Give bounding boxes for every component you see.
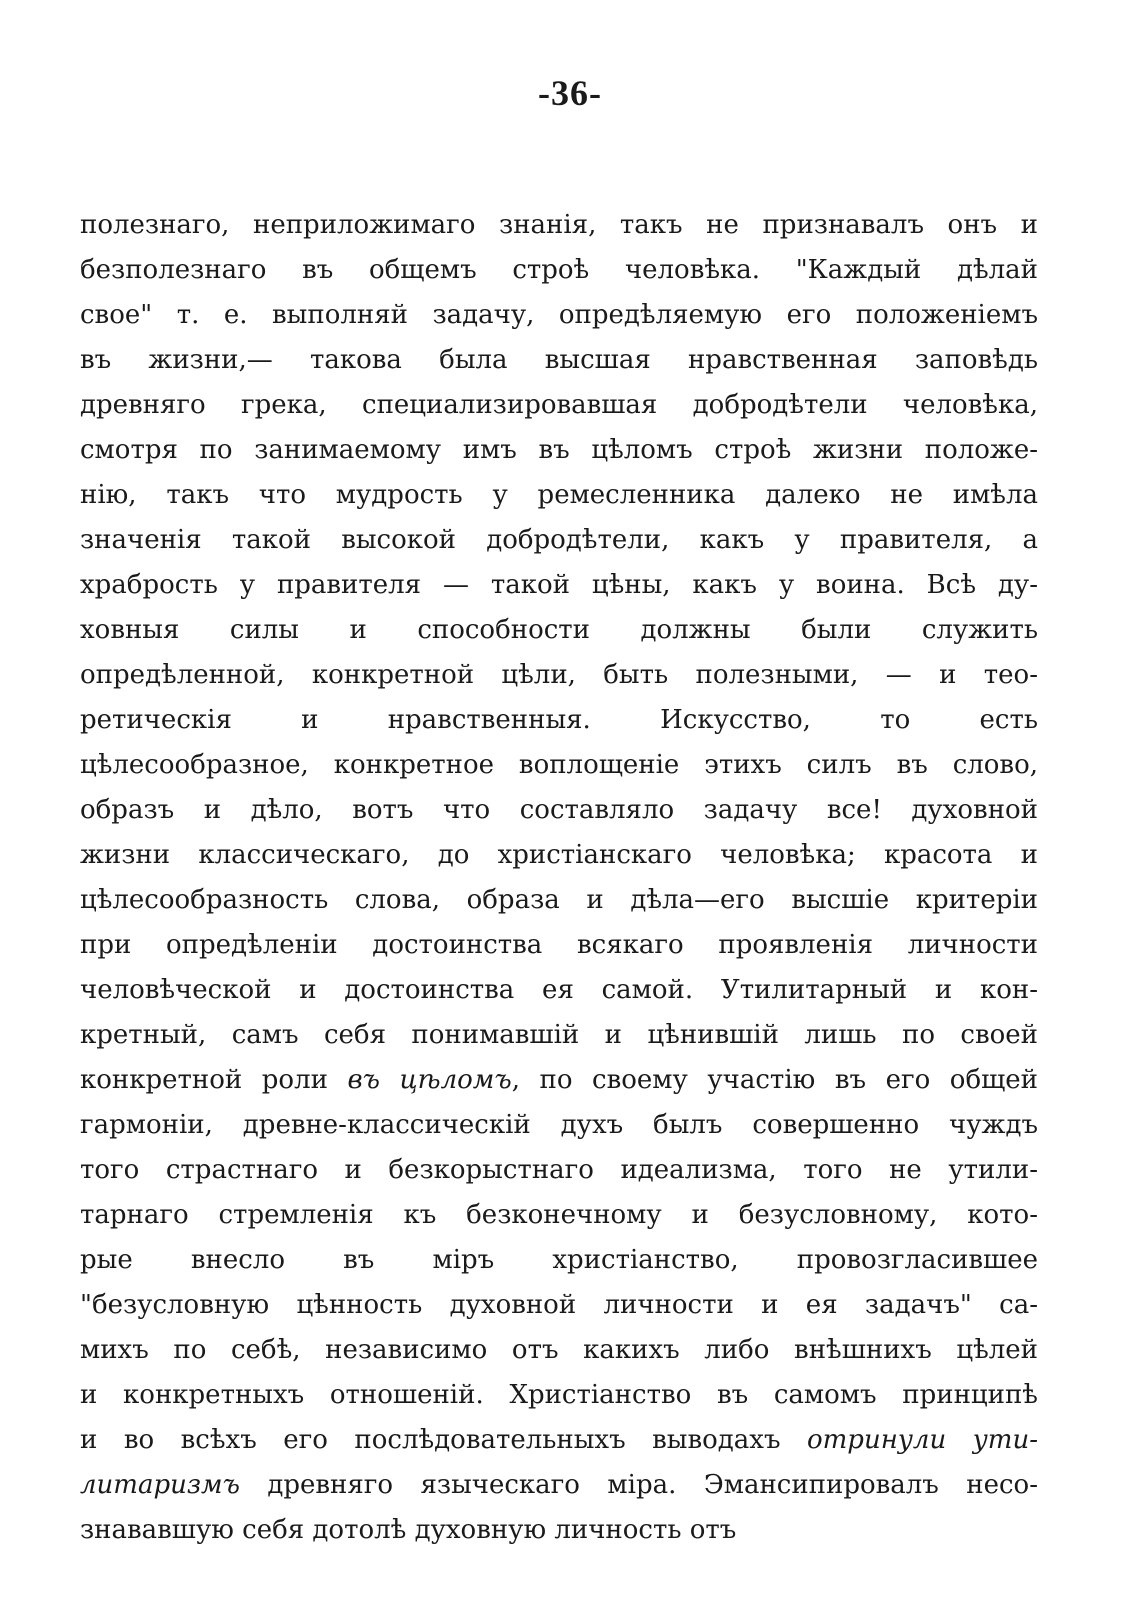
text-line [80,1238,1038,1283]
text-segment: михъ по себѣ, независимо отъ какихъ либо внѣшнихъ цѣлей [80,1335,1038,1365]
text-segment: свое" т. е. выполняй задачу, опредѣляемую его положеніемъ [80,300,1038,330]
text-line [80,968,1038,1013]
text-line [80,698,1038,743]
text-segment: при опредѣленіи достоинства всякаго проявленія личности [80,930,1038,960]
text-line [80,1103,1038,1148]
body-text [80,203,1038,1553]
text-segment: смотря по занимаемому имъ въ цѣломъ строѣ жизни положе- [80,435,1038,465]
text-line [80,1463,1038,1508]
text-line [80,1508,1038,1553]
text-line [80,788,1038,833]
text-segment: человѣческой и достоинства ея самой. Утилитарный и кон- [80,975,1038,1005]
text-line [80,608,1038,653]
text-segment: значенія такой высокой добродѣтели, какъ у правителя, а [80,525,1038,555]
text-line [80,878,1038,923]
text-line [80,1193,1038,1238]
text-line [80,563,1038,608]
text-segment: опредѣленной, конкретной цѣли, быть полезными, — и тео- [80,660,1038,690]
text-segment: и во всѣхъ его послѣдовательныхъ выводахъ [80,1425,807,1455]
text-line [80,203,1038,248]
text-segment: въ жизни,— такова была высшая нравственная заповѣдь [80,345,1038,375]
text-segment: ховныя силы и способности должны были служить [80,615,1038,645]
text-segment: рые внесло въ міръ христіанство, провозгласившее [80,1245,1038,1275]
text-segment: полезнаго, неприложимаго знанія, такъ не признавалъ онъ и [80,210,1038,240]
italic-text-segment: въ цѣломъ [347,1065,512,1095]
text-segment: древняго языческаго міра. Эмансипировалъ несо- [239,1470,1038,1500]
text-segment: гармоніи, древне-классическій духъ былъ совершенно чуждъ [80,1110,1038,1140]
italic-text-segment: отринули ути- [807,1425,1038,1455]
text-segment: древняго грека, специализировавшая добродѣтели человѣка, [80,390,1038,420]
text-line [80,338,1038,383]
text-line [80,743,1038,788]
text-segment: кретный, самъ себя понимавшій и цѣнившій лишь по своей [80,1020,1038,1050]
text-line [80,473,1038,518]
text-line [80,383,1038,428]
text-segment: , по своему участію въ его общей [511,1065,1038,1095]
text-line [80,428,1038,473]
page-number: -36- [538,73,602,113]
text-segment: тарнаго стремленія къ безконечному и безусловному, кото- [80,1200,1038,1230]
text-segment: жизни классическаго, до христіанскаго человѣка; красота и [80,840,1038,870]
text-segment: безполезнаго въ общемъ строѣ человѣка. "Каждый дѣлай [80,255,1038,285]
text-line [80,1148,1038,1193]
text-segment: нію, такъ что мудрость у ремесленника далеко не имѣла [80,480,1038,510]
text-line [80,1058,1038,1103]
italic-text-segment: литаризмъ [80,1470,240,1500]
text-segment: ретическія и нравственныя. Искусство, то есть [80,705,1038,735]
text-segment: конкретной роли [80,1065,348,1095]
text-line [80,653,1038,698]
text-line [80,1328,1038,1373]
text-segment: знававшую себя дотолѣ духовную личность отъ [80,1515,737,1545]
text-line [80,1013,1038,1058]
text-segment: цѣлесообразное, конкретное воплощеніе этихъ силъ въ слово, [80,750,1038,780]
text-segment: того страстнаго и безкорыстнаго идеализма, того не утили- [80,1155,1038,1185]
text-segment: "безусловную цѣнность духовной личности и ея задачъ" са- [80,1290,1038,1320]
text-line [80,518,1038,563]
text-segment: образъ и дѣло, вотъ что составляло задачу все! духовной [80,795,1038,825]
text-line [80,1373,1038,1418]
text-line [80,1418,1038,1463]
text-line [80,1283,1038,1328]
text-segment: и конкретныхъ отношеній. Христіанство въ самомъ принципѣ [80,1380,1038,1410]
text-line [80,833,1038,878]
text-line [80,293,1038,338]
text-line [80,248,1038,293]
text-segment: цѣлесообразность слова, образа и дѣла—его высшіе критеріи [80,885,1038,915]
text-line [80,923,1038,968]
text-segment: храбрость у правителя — такой цѣны, какъ у воина. Всѣ ду- [80,570,1038,600]
